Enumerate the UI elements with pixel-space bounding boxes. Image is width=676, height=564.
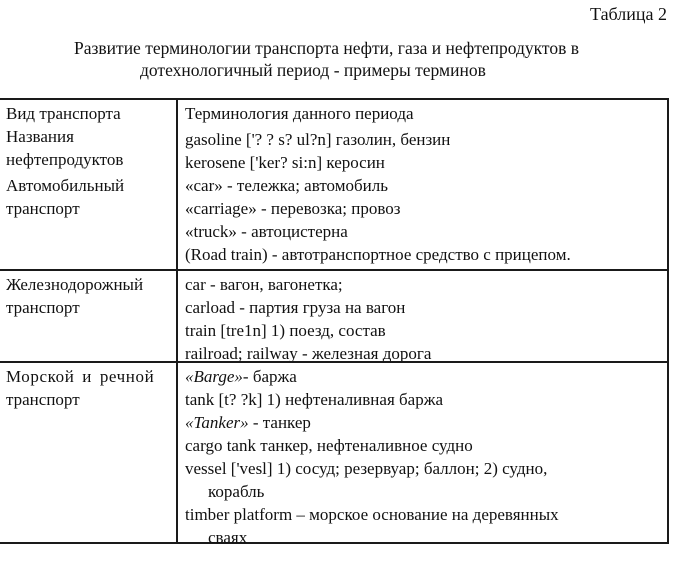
category-line: Морской и речной [6,367,155,386]
terminology-cell [185,273,655,365]
term-line: car - вагон, вагонетка; [185,275,343,294]
term-line: timber platform – морское основание на деревянных [185,505,559,524]
transport-type-cell [6,365,172,411]
term-line: (Road train) - автотранспортное средство с прицепом. [185,245,571,264]
table-row-railway [0,269,667,363]
table-title-line-2: дотехнологичный период - примеры терминов [140,60,486,80]
term-line: kerosene ['ker? si:n] керосин [185,153,385,172]
terminology-table [0,98,669,547]
term-italic: «Tanker» [185,413,249,432]
transport-type-cell [6,102,172,220]
term-line: train [tre1n] 1) поезд, состав [185,321,386,340]
header-terminology: Терминология данного периода [185,104,414,123]
column-divider [176,363,178,544]
term-definition: - баржа [242,367,297,386]
term-line: «truck» - автоцистерна [185,222,348,241]
term-line: cargo tank танкер, нефтеналивное судно [185,436,473,455]
table-number-label: Таблица 2 [590,4,667,24]
table-row-sea-river [0,361,667,547]
category-line: Названия [6,127,74,146]
term-line: «car» - тележка; автомобиль [185,176,388,195]
term-line [185,365,655,388]
term-line: vessel ['vesl] 1) сосуд; резервуар; баллон; 2) судно, [185,459,548,478]
category-line: нефтепродуктов [6,150,124,169]
term-definition: - танкер [248,413,311,432]
term-line: carload - партия груза на вагон [185,298,406,317]
term-line-continuation: сваях [208,528,248,547]
term-line: tank [t? ?k] 1) нефтеналивная баржа [185,390,444,409]
terminology-cell [185,365,655,549]
term-line: «carriage» - перевозка; провоз [185,199,401,218]
category-line: Автомобильный [6,176,125,195]
table-row-automobile [0,100,667,271]
category-line: транспорт [6,390,80,409]
term-italic: «Barge» [185,367,243,386]
transport-type-cell [6,273,172,319]
term-line-continuation: корабль [208,482,265,501]
table-title-line-1: Развитие терминологии транспорта нефти, газа и нефтепродуктов в [74,38,579,58]
column-divider [176,100,178,271]
column-divider [176,271,178,363]
term-line: railroad; railway - железная дорога [185,344,432,363]
category-line: транспорт [6,199,80,218]
category-line: Железнодорожный [6,275,144,294]
term-line: gasoline ['? ? s? ul?n] газолин, бензин [185,130,451,149]
terminology-cell [185,102,655,266]
term-line [185,411,655,434]
header-transport-type: Вид транспорта [6,104,121,123]
category-line: транспорт [6,298,80,317]
